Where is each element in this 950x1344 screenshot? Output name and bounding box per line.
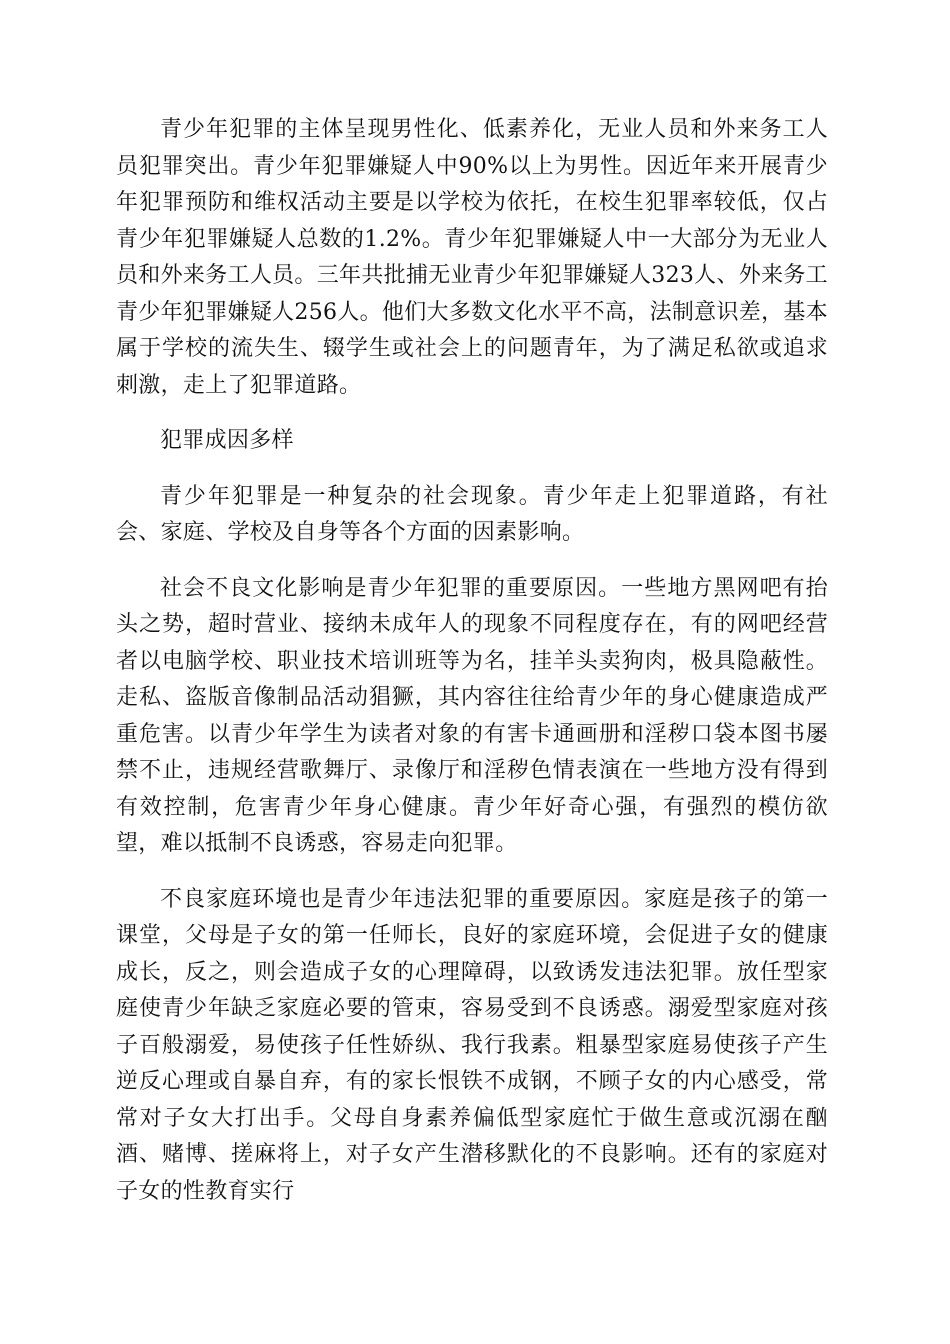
document-body — [116, 112, 828, 1229]
paragraph-offender-profile: 青少年犯罪的主体呈现男性化、低素养化，无业人员和外来务工人员犯罪突出。青少年犯罪嫌疑人中90%以上为男性。因近年来开展青少年犯罪预防和维权活动主要是以学校为依托，在校生犯罪率较低，仅占青少年犯罪嫌疑人总数的1.2%。青少年犯罪嫌疑人中一大部分为无业人员和外来务工人员。三年共批捕无业青少年犯罪嫌疑人323人、外来务工青少年犯罪嫌疑人256人。他们大多数文化水平不高，法制意识差，基本属于学校的流失生、辍学生或社会上的问题青年，为了满足私欲或追求刺激，走上了犯罪道路。 — [116, 117, 828, 398]
paragraph-social-culture: 社会不良文化影响是青少年犯罪的重要原因。一些地方黑网吧有抬头之势，超时营业、接纳未成年人的现象不同程度存在，有的网吧经营者以电脑学校、职业技术培训班等为名，挂羊头卖狗肉，极具隐蔽性。走私、盗版音像制品活动猖獗，其内容往往给青少年的身心健康造成严重危害。以青少年学生为读者对象的有害卡通画册和淫秽口袋本图书屡禁不止，违规经营歌舞厅、录像厅和淫秽色情表演在一些地方没有得到有效控制，危害青少年身心健康。青少年好奇心强，有强烈的模仿欲望，难以抵制不良诱惑，容易走向犯罪。 — [116, 575, 828, 856]
paragraph-family-environment: 不良家庭环境也是青少年违法犯罪的重要原因。家庭是孩子的第一课堂，父母是子女的第一任师长，良好的家庭环境，会促进子女的健康成长，反之，则会造成子女的心理障碍，以致诱发违法犯罪。放任型家庭使青少年缺乏家庭必要的管束，容易受到不良诱惑。溺爱型家庭对孩子百般溺爱，易使孩子任性娇纵、我行我素。粗暴型家庭易使孩子产生逆反心理或自暴自弃，有的家长恨铁不成钢，不顾子女的内心感受，常常对子女大打出手。父母自身素养偏低型家庭忙于做生意或沉溺在酗酒、赌博、搓麻将上，对子女产生潜移默化的不良影响。还有的家庭对子女的性教育实行 — [116, 886, 828, 1204]
paragraph-complex-phenomenon: 青少年犯罪是一种复杂的社会现象。青少年走上犯罪道路，有社会、家庭、学校及自身等各个方面的因素影响。 — [116, 483, 828, 545]
section-heading-causes: 犯罪成因多样 — [160, 428, 294, 453]
